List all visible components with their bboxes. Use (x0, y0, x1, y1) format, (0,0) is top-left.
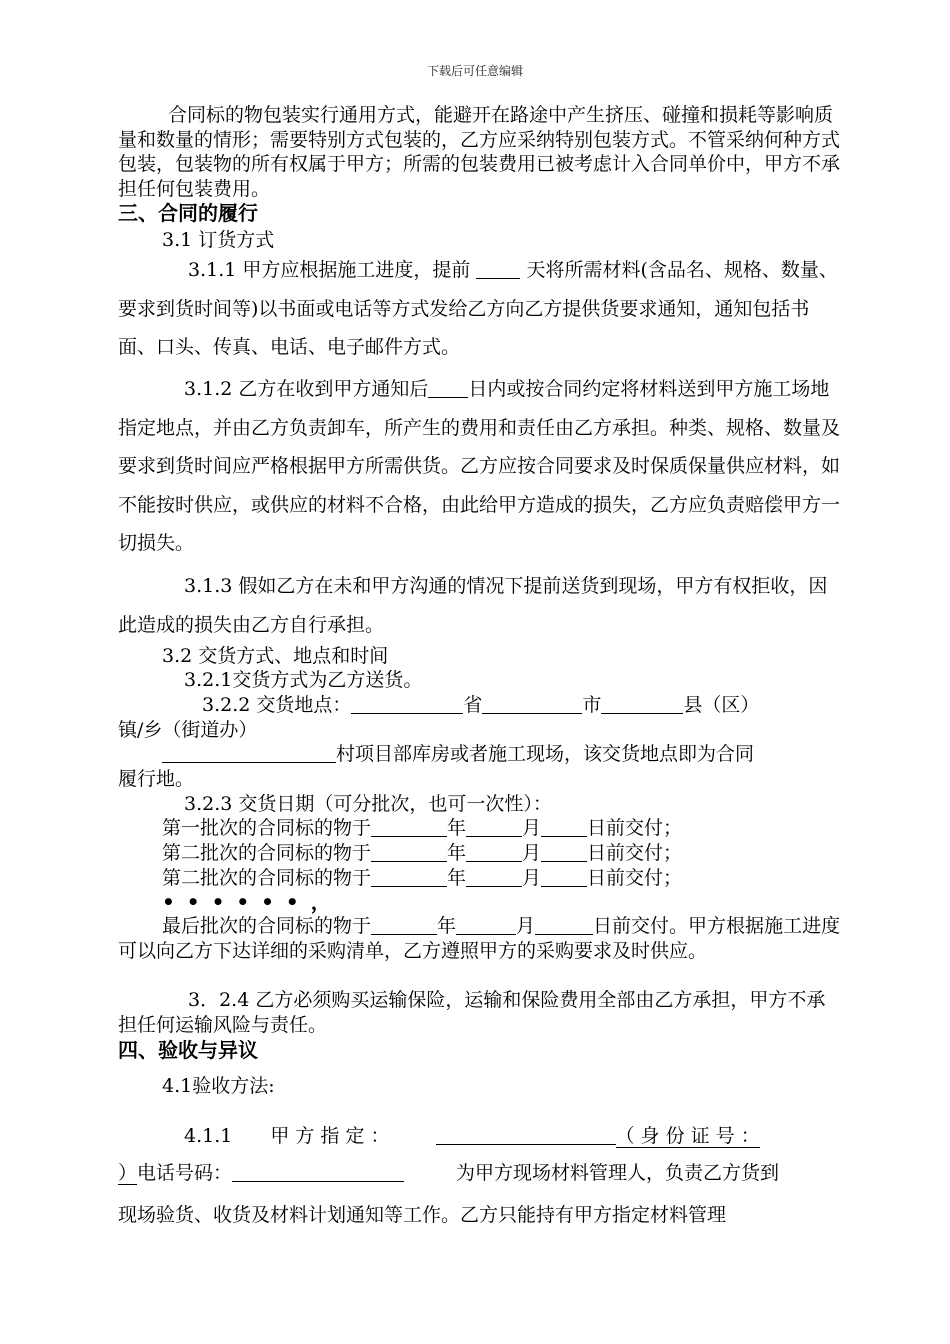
blank-day[interactable] (535, 915, 593, 935)
month-label: 月 (522, 842, 542, 864)
month-label: 月 (522, 817, 542, 839)
id-close-paren: ） (118, 1162, 138, 1184)
blank-month[interactable] (456, 915, 516, 935)
blank-day[interactable] (541, 842, 587, 862)
blank-month[interactable] (466, 867, 522, 887)
year-label: 年 (437, 915, 457, 937)
clause-3-1-title: 3.1 订货方式 (162, 229, 275, 251)
clause-4-1-1-line1 (184, 1124, 760, 1148)
batch-label: 第二批次的合同标的物于 (162, 842, 372, 864)
province-label: 省 (463, 694, 483, 716)
last-batch-label: 最后批次的合同标的物于 (162, 915, 372, 937)
blank-month[interactable] (466, 817, 522, 837)
clause-3-1-2-body: 日内或按合同约定将材料送到甲方施工场地指定地点，并由乙方负责卸车，所产生的费用和责任由乙方承担。种类、规格、数量及要求到货时间应严格根据甲方所需供货。乙方应按合同要求及时保质保量供应材料，如不能按时供应，或供应的材料不合格，由此给甲方造成的损失，乙方应负责赔偿甲方一切损失。 (118, 378, 841, 554)
year-label: 年 (447, 842, 467, 864)
clause-4-1-title: 4.1验收方法: (162, 1075, 275, 1097)
batch-label: 第一批次的合同标的物于 (162, 817, 372, 839)
clause-3-1-1 (118, 251, 842, 367)
year-label: 年 (447, 817, 467, 839)
village-label: 村项目部库房或者施工现场，该交货地点即为合同 (336, 743, 755, 765)
blank-manager-name[interactable] (436, 1125, 616, 1145)
month-label: 月 (516, 915, 536, 937)
blank-days-delivery[interactable] (428, 378, 468, 398)
clause-3-1-1-body: 天将所需材料(含品名、规格、数量、要求到货时间等)以书面或电话等方式发给乙方向乙方提供货要求通知，通知包括书面、口头、传真、电话、电子邮件方式。 (118, 259, 838, 358)
batch-row (162, 866, 682, 890)
clause-4-1-1-line2 (118, 1161, 404, 1185)
designate-label: 4.1.1 甲 方 指 定 ： (184, 1125, 390, 1147)
batch-row (162, 841, 682, 865)
blank-county[interactable] (601, 694, 683, 714)
last-batch-rest: 施工进度可以向乙方下达详细的采购清单，乙方遵照甲方的采购要求及时供应。 (118, 915, 841, 962)
manager-duty-first: 为甲方现场材料管理人，负责乙方货到 (456, 1162, 780, 1184)
blank-days-advance[interactable] (476, 259, 520, 279)
blank-village[interactable] (162, 743, 336, 763)
city-label: 市 (582, 694, 602, 716)
day-label: 日前交付； (587, 842, 683, 864)
clause-3-2-2-line3 (162, 742, 754, 766)
blank-year[interactable] (371, 867, 447, 887)
delivery-place-label: 3.2.2 交货地点： (202, 694, 352, 716)
place-of-performance: 履行地。 (118, 768, 195, 790)
clause-3-1-2 (118, 370, 842, 563)
last-batch-paragraph (118, 914, 842, 963)
blank-year[interactable] (371, 842, 447, 862)
day-label: 日前交付； (587, 867, 683, 889)
clause-3-2-title: 3.2 交货方式、地点和时间 (162, 645, 389, 667)
clause-3-2-1: 3.2.1交货方式为乙方送货。 (184, 669, 423, 691)
town-label: 镇/乡（街道办） (118, 719, 258, 741)
year-label: 年 (447, 867, 467, 889)
day-label: 日前交付。甲方根据 (593, 915, 765, 937)
clause-3-1-1-lead: 3.1.1 甲方应根据施工进度，提前 (188, 259, 471, 281)
blank-city[interactable] (482, 694, 582, 714)
blank-year[interactable] (371, 817, 447, 837)
blank-month[interactable] (466, 842, 522, 862)
packaging-paragraph: 合同标的物包装实行通用方式，能避开在路途中产生挤压、碰撞和损耗等影响质量和数量的情形；需要特别方式包装的，乙方应采纳特别包装方式。不管采纳何种方式包装，包装物的所有权属于甲方；所需的包装费用已被考虑计入合同单价中，甲方不承担任何包装费用。 (118, 104, 841, 200)
blank-day[interactable] (541, 867, 587, 887)
blank-phone[interactable] (232, 1162, 404, 1182)
section-3-title: 三、合同的履行 (118, 201, 258, 225)
page-header: 下载后可任意编辑 (426, 64, 523, 78)
ellipsis-dots: ••••••， (162, 890, 343, 914)
blank-year[interactable] (371, 915, 437, 935)
clause-3-2-2-line1 (202, 693, 759, 717)
batch-row (162, 816, 682, 840)
id-number-label: （ 身 份 证 号 ： (615, 1125, 760, 1147)
day-label: 日前交付； (587, 817, 683, 839)
section-4-title: 四、验收与异议 (118, 1038, 258, 1062)
clause-3-1-2-lead: 3.1.2 乙方在收到甲方通知后 (184, 378, 429, 400)
month-label: 月 (522, 867, 542, 889)
clause-3-1-3: 3.1.3 假如乙方在未和甲方沟通的情况下提前送货到现场，甲方有权拒收，因此造成的损失由乙方自行承担。 (118, 575, 828, 636)
manager-duty-rest: 现场验货、收货及材料计划通知等工作。乙方只能持有甲方指定材料管理 (118, 1204, 727, 1226)
phone-label: 电话号码： (137, 1162, 233, 1184)
batch-label: 第二批次的合同标的物于 (162, 867, 372, 889)
county-label: 县（区） (683, 694, 760, 716)
blank-day[interactable] (541, 817, 587, 837)
clause-3-2-4: 3．2.4 乙方必须购买运输保险，运输和保险费用全部由乙方承担，甲方不承担任何运输风险与责任。 (118, 989, 826, 1036)
clause-3-2-3: 3.2.3 交货日期（可分批次，也可一次性）： (184, 793, 552, 815)
blank-province[interactable] (351, 694, 463, 714)
